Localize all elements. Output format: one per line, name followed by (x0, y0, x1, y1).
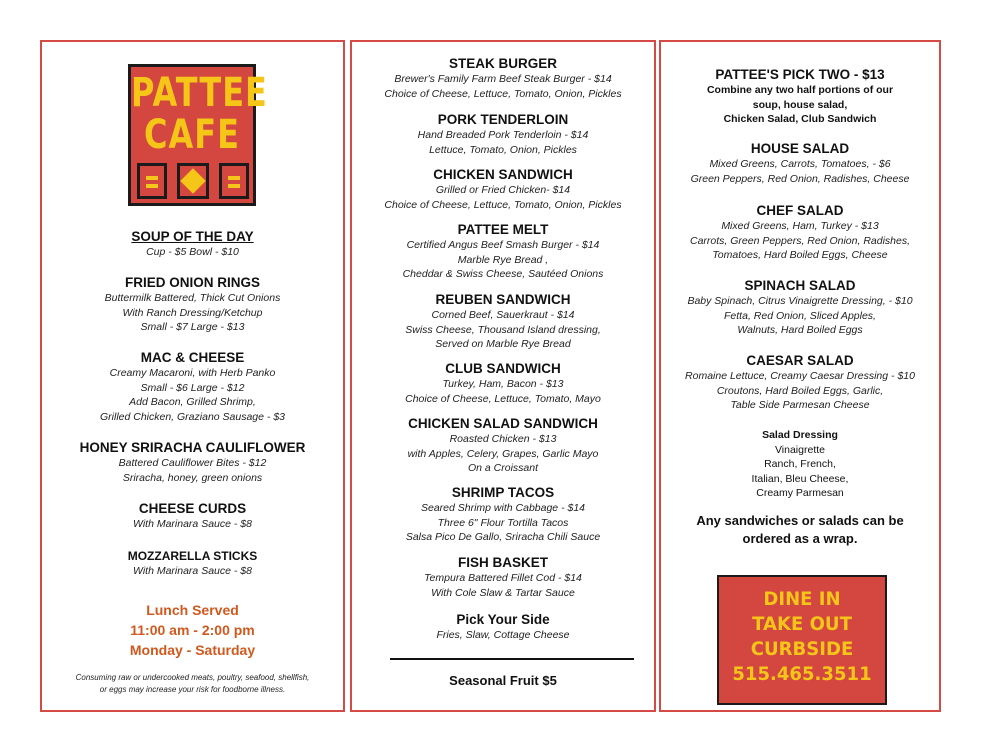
item-line: Roasted Chicken - $13 (449, 433, 557, 445)
chef-salad-section (661, 203, 939, 263)
item-title: Salad Dressing (762, 429, 838, 441)
right-panel (659, 40, 941, 712)
item-line: Mixed Greens, Ham, Turkey - $13 (721, 220, 879, 232)
pattee-cafe-logo (128, 64, 268, 206)
item-line: Buttermilk Battered, Thick Cut Onions (104, 292, 281, 304)
logo-line-1: PATTEE (131, 68, 268, 116)
spinach-salad-section (661, 278, 939, 338)
item-line: Marble Rye Bread , (457, 253, 549, 266)
steak-burger-section (352, 56, 654, 101)
reuben-section (352, 292, 654, 352)
item-title: CHICKEN SALAD SANDWICH (408, 416, 598, 431)
dine-line: CURBSIDE (750, 638, 854, 660)
item-line: Fetta, Red Onion, Sliced Apples, (724, 309, 876, 322)
item-line: Croutons, Hard Boiled Eggs, Garlic, (716, 384, 884, 397)
item-title: HOUSE SALAD (750, 141, 850, 156)
wrap-note (661, 512, 939, 548)
mac-cheese-section (42, 350, 343, 424)
item-line: With Cole Slaw & Tartar Sauce (431, 586, 575, 599)
chicken-salad-sandwich-section (352, 416, 654, 476)
item-line: Battered Cauliflower Bites - $12 (118, 457, 267, 469)
fruit-label: Seasonal Fruit $5 (449, 673, 557, 688)
item-line: Add Bacon, Grilled Shrimp, (129, 396, 256, 408)
item-title: PORK TENDERLOIN (437, 112, 569, 127)
dine-line: DINE IN (763, 588, 841, 610)
item-line: Turkey, Ham, Bacon - $13 (442, 378, 564, 390)
club-sandwich-section (352, 361, 654, 406)
seasonal-fruit (352, 673, 654, 689)
mozzarella-section (42, 548, 343, 579)
pork-tenderloin-section (352, 112, 654, 157)
logo-right-glyph (219, 163, 249, 199)
item-line: Small - $7 Large - $13 (140, 321, 245, 333)
disclaimer-line: Consuming raw or undercooked meats, poultry, seafood, shellfish, (75, 673, 310, 682)
item-line: Certified Angus Beef Smash Burger - $14 (406, 239, 600, 251)
item-line: Cup - $5 Bowl - $10 (146, 246, 239, 258)
item-line: Walnuts, Hard Boiled Eggs (737, 324, 863, 336)
item-line: Fries, Slaw, Cottage Cheese (436, 629, 570, 641)
item-line: soup, house salad, (752, 98, 848, 111)
item-title: SOUP OF THE DAY (131, 229, 254, 244)
item-line: Brewer's Family Farm Beef Steak Burger - $14 (394, 73, 612, 85)
item-line: Creamy Parmesan (756, 487, 844, 499)
item-line: Mixed Greens, Carrots, Tomatoes, - $6 (709, 158, 891, 170)
item-title: MAC & CHEESE (140, 350, 245, 365)
item-title: PATTEE'S PICK TWO - $13 (715, 67, 885, 82)
item-line: With Ranch Dressing/Ketchup (122, 306, 263, 319)
onion-rings-section (42, 275, 343, 335)
item-line: With Marinara Sauce - $8 (133, 565, 252, 577)
item-title: STEAK BURGER (448, 56, 557, 71)
dine-in-takeout-box (717, 575, 887, 705)
wrap-line: ordered as a wrap. (742, 531, 858, 546)
pattee-melt-section (352, 222, 654, 282)
item-line: Grilled Chicken, Graziano Sausage - $3 (99, 410, 285, 423)
item-line: Choice of Cheese, Lettuce, Tomato, Mayo (405, 392, 601, 405)
item-line: Salsa Pico De Gallo, Sriracha Chili Sauce (405, 531, 601, 543)
middle-panel (350, 40, 656, 712)
item-line: Chicken Salad, Club Sandwich (723, 113, 877, 125)
item-line: Tomatoes, Hard Boiled Eggs, Cheese (712, 249, 888, 261)
item-line: Green Peppers, Red Onion, Radishes, Cheese (690, 172, 910, 185)
left-panel (40, 40, 345, 712)
fish-basket-section (352, 555, 654, 600)
caesar-salad-section (661, 353, 939, 413)
item-line: On a Croissant (467, 462, 539, 474)
item-title: CHEF SALAD (756, 203, 844, 218)
cauliflower-section (42, 440, 343, 485)
soup-section (42, 229, 343, 260)
item-line: With Marinara Sauce - $8 (133, 518, 252, 530)
logo-line-2: CAFE (144, 110, 240, 158)
item-line: Small - $6 Large - $12 (140, 381, 245, 394)
item-line: Cheddar & Swiss Cheese, Sautéed Onions (402, 268, 604, 280)
item-title: HONEY SRIRACHA CAULIFLOWER (79, 440, 306, 455)
dine-line: TAKE OUT (752, 613, 852, 635)
item-title: CAESAR SALAD (746, 353, 854, 368)
item-line: Italian, Bleu Cheese, (751, 472, 849, 485)
phone-number: 515.465.3511 (732, 663, 872, 685)
disclaimer-line: or eggs may increase your risk for foodborne illness. (99, 685, 286, 694)
item-line: Served on Marble Rye Bread (435, 338, 571, 350)
item-title: Pick Your Side (456, 612, 550, 627)
item-line: Swiss Cheese, Thousand Island dressing, (405, 323, 601, 336)
item-line: Corned Beef, Sauerkraut - $14 (431, 309, 575, 321)
cheese-curds-section (42, 501, 343, 532)
item-line: Tempura Battered Fillet Cod - $14 (424, 572, 582, 584)
lunch-hours (42, 600, 343, 660)
logo-diamond-glyph (177, 163, 209, 199)
item-title: REUBEN SANDWICH (435, 292, 571, 307)
item-title: SPINACH SALAD (744, 278, 856, 293)
chicken-sandwich-section (352, 167, 654, 212)
health-disclaimer (42, 672, 343, 696)
item-line: Baby Spinach, Citrus Vinaigrette Dressing, - $10 (687, 295, 913, 307)
item-title: MOZZARELLA STICKS (127, 549, 258, 563)
shrimp-tacos-section (352, 485, 654, 545)
item-line: Combine any two half portions of our (706, 84, 894, 96)
item-line: Creamy Macaroni, with Herb Panko (109, 367, 276, 379)
item-line: Sriracha, honey, green onions (122, 471, 263, 484)
item-title: CLUB SANDWICH (445, 361, 561, 376)
logo-left-glyph (137, 163, 167, 199)
item-line: Choice of Cheese, Lettuce, Tomato, Onion, Pickles (384, 198, 622, 211)
item-title: FISH BASKET (457, 555, 548, 570)
item-title: FRIED ONION RINGS (124, 275, 260, 290)
pick-side-section (352, 612, 654, 643)
item-line: Ranch, French, (764, 458, 836, 470)
item-title: PATTEE MELT (457, 222, 549, 237)
item-line: Grilled or Fried Chicken- $14 (435, 184, 571, 196)
item-line: Seared Shrimp with Cabbage - $14 (420, 502, 585, 514)
lunch-line: Lunch Served (146, 602, 239, 618)
salad-dressing-section (661, 428, 939, 501)
item-line: Table Side Parmesan Cheese (730, 399, 870, 411)
lunch-line: Monday - Saturday (129, 642, 256, 658)
lunch-line: 11:00 am - 2:00 pm (130, 622, 255, 638)
item-title: CHEESE CURDS (138, 501, 247, 516)
item-line: Romaine Lettuce, Creamy Caesar Dressing - $10 (685, 370, 915, 382)
item-line: Vinaigrette (774, 443, 825, 456)
divider-line (390, 658, 634, 660)
item-line: Choice of Cheese, Lettuce, Tomato, Onion, Pickles (384, 87, 622, 100)
item-line: Lettuce, Tomato, Onion, Pickles (429, 143, 577, 156)
item-line: Carrots, Green Peppers, Red Onion, Radishes, (689, 234, 911, 247)
item-title: SHRIMP TACOS (451, 485, 555, 500)
item-line: with Apples, Celery, Grapes, Garlic Mayo (407, 447, 599, 460)
item-title: CHICKEN SANDWICH (433, 167, 573, 182)
wrap-line: Any sandwiches or salads can be (696, 513, 904, 528)
house-salad-section (661, 141, 939, 186)
pick-two-section (661, 67, 939, 127)
item-line: Hand Breaded Pork Tenderloin - $14 (417, 129, 589, 141)
item-line: Three 6" Flour Tortilla Tacos (437, 516, 569, 529)
